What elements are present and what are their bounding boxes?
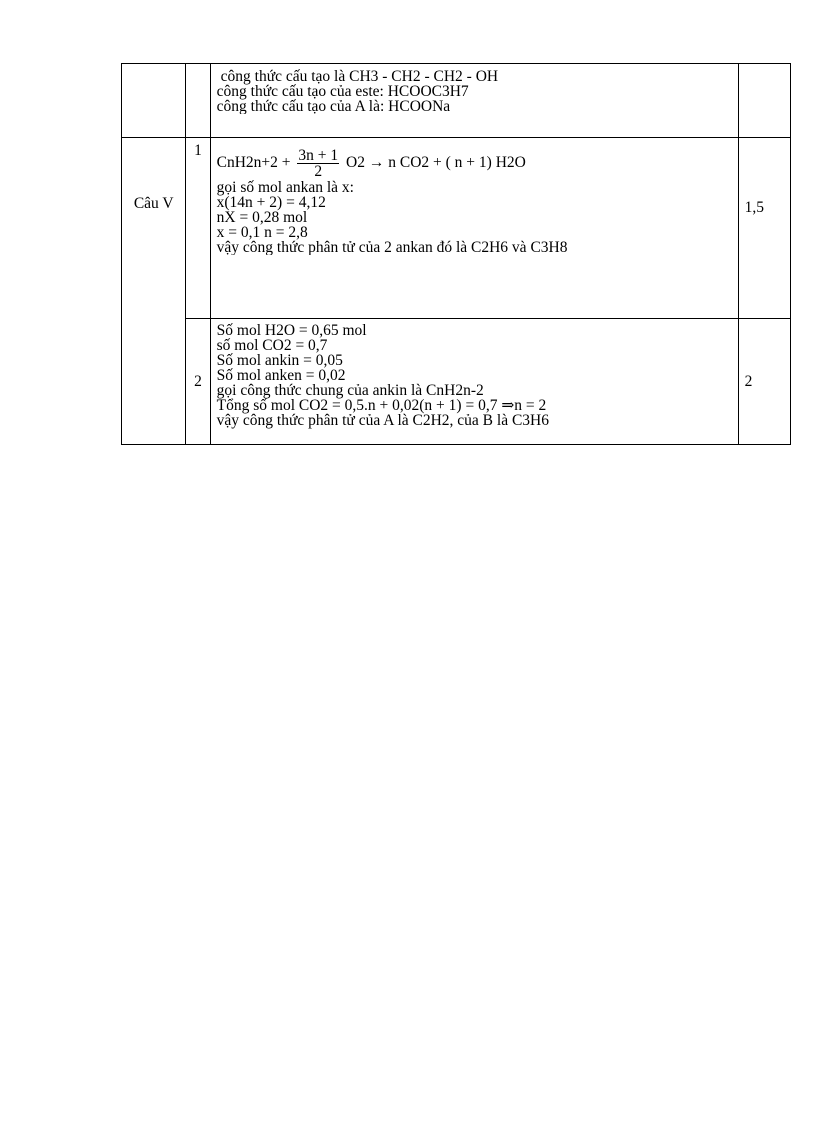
part-number-cell (186, 64, 210, 138)
text-line: Số mol anken = 0,02 (216, 367, 346, 384)
text-line: gọi số mol ankan là x: (216, 179, 354, 196)
text-line: vậy công thức phân tử của A là C2H2, của B là C3H6 (216, 412, 549, 429)
text-line: số mol CO2 = 0,7 (216, 337, 328, 354)
text-line: Số mol H2O = 0,65 mol (216, 322, 367, 339)
text-line: công thức cấu tạo của A là: HCOONa (216, 98, 451, 114)
content-cell (210, 64, 738, 138)
equation-fraction (297, 148, 339, 179)
part-number-cell (186, 138, 210, 319)
table-row (122, 64, 791, 138)
table-row (122, 319, 791, 445)
question-label: Câu V (133, 195, 174, 212)
text-line: công thức cấu tạo là CH3 - CH2 - CH2 - OH (220, 68, 499, 85)
text-line: công thức cấu tạo của este: HCOOC3H7 (216, 83, 469, 100)
question-cell (122, 64, 186, 138)
equation-right: O2 → n CO2 + ( n + 1) H2O (346, 154, 526, 172)
score-cell (738, 64, 790, 138)
part-number-cell (186, 319, 210, 445)
text-line: x = 0,1 n = 2,8 (216, 224, 308, 241)
question-label-cell (122, 138, 186, 445)
text-line: gọi công thức chung của ankin là CnH2n-2 (216, 382, 484, 399)
text-line: x(14n + 2) = 4,12 (216, 194, 326, 211)
fraction-denominator: 2 (314, 163, 323, 180)
text-line: nX = 0,28 mol (216, 209, 308, 226)
equation-line (217, 148, 738, 180)
part-number: 2 (194, 373, 202, 390)
equation-left: CnH2n+2 + (216, 154, 291, 172)
answer-table (121, 63, 791, 445)
text-line: Tổng số mol CO2 = 0,5.n + 0,02(n + 1) = 0,7 ⇒n = 2 (216, 397, 547, 414)
score-cell (738, 319, 790, 445)
fraction-numerator: 3n + 1 (298, 147, 339, 164)
part-number: 1 (194, 142, 202, 159)
score-value: 1,5 (744, 199, 764, 216)
text-line: Số mol ankin = 0,05 (216, 352, 343, 369)
content-cell (210, 319, 738, 445)
content-cell (210, 138, 738, 319)
text-line: vậy công thức phân tử của 2 ankan đó là C2H6 và C3H8 (216, 239, 568, 255)
score-cell (738, 138, 790, 319)
score-value: 2 (744, 373, 753, 390)
table-row (122, 138, 791, 319)
